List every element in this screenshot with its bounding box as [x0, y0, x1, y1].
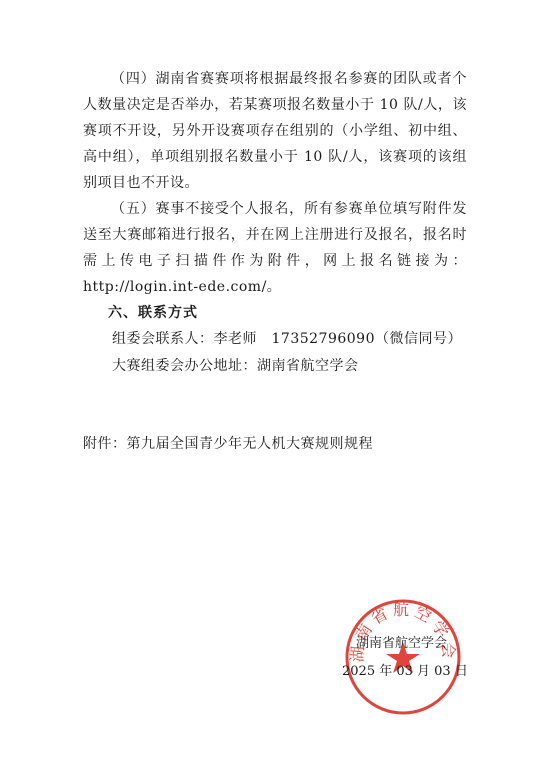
- attachment-note: 附件：第九届全国青少年无人机大赛规则规程: [83, 436, 373, 452]
- paragraph-item-4: （四）湖南省赛赛项将根据最终报名参赛的团队或者个人数量决定是否举办，若某赛项报名数量小于 10 队/人，该赛项不开设，另外开设赛项存在组别的（小学组、初中组、高中组），单项组别报名数量小于 10 队/人，该赛项的该组别项目也不开设。: [83, 71, 467, 191]
- signature-organization: 湖南省航空学会: [356, 636, 448, 651]
- office-address: 大赛组委会办公地址：湖南省航空学会: [112, 358, 359, 374]
- section-heading-contact: 六、联系方式: [108, 305, 198, 321]
- contact-person: 组委会联系人：李老师 17352796090（微信同号）: [112, 331, 462, 347]
- paragraph-item-5: （五）赛事不接受个人报名，所有参赛单位填写附件发送至大赛邮箱进行报名，并在网上注册进行及报名，报名时需上传电子扫描件作为附件，网上报名链接为：http://login.int-ede.com/。: [83, 201, 467, 295]
- official-seal-icon: [344, 598, 462, 716]
- signature-date: 2025 年 03 月 03 日: [342, 664, 468, 679]
- svg-text:湖南省航空学会: 湖南省航空学会: [347, 600, 459, 663]
